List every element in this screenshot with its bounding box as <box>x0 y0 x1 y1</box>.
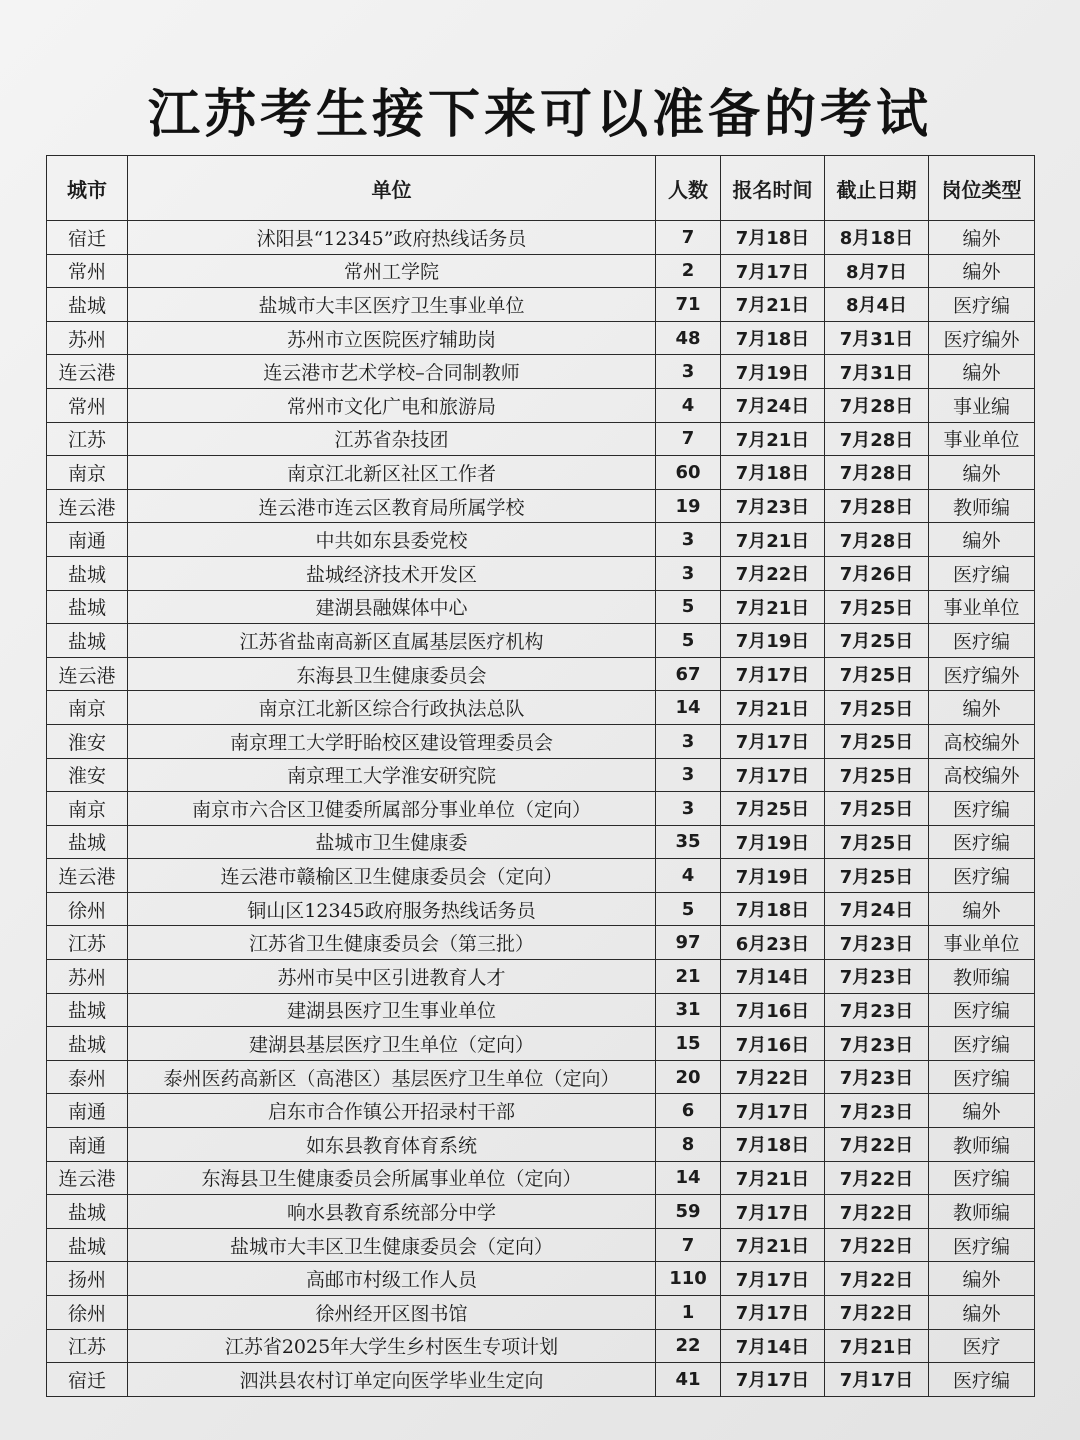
city-cell: 连云港 <box>47 859 128 893</box>
count-cell: 3 <box>656 556 721 590</box>
deadline-cell: 8月18日 <box>825 221 929 255</box>
unit-cell: 沭阳县“12345”政府热线话务员 <box>128 221 656 255</box>
deadline-cell: 7月22日 <box>825 1161 929 1195</box>
unit-cell: 如东县教育体育系统 <box>128 1128 656 1162</box>
table-row <box>47 1195 1035 1229</box>
deadline-cell: 7月31日 <box>825 321 929 355</box>
position-type-cell: 高校编外 <box>929 758 1035 792</box>
deadline-cell: 7月22日 <box>825 1128 929 1162</box>
deadline-cell: 7月22日 <box>825 1228 929 1262</box>
exam-table <box>46 155 1035 1397</box>
unit-cell: 东海县卫生健康委员会 <box>128 657 656 691</box>
table-body <box>47 221 1035 1397</box>
registration-date-cell: 7月23日 <box>721 489 825 523</box>
count-cell: 110 <box>656 1262 721 1296</box>
position-type-cell: 教师编 <box>929 489 1035 523</box>
deadline-cell: 7月22日 <box>825 1296 929 1330</box>
unit-cell: 江苏省2025年大学生乡村医生专项计划 <box>128 1329 656 1363</box>
table-row <box>47 825 1035 859</box>
city-cell: 江苏 <box>47 422 128 456</box>
unit-cell: 南京江北新区社区工作者 <box>128 456 656 490</box>
unit-cell: 南京理工大学盱眙校区建设管理委员会 <box>128 724 656 758</box>
registration-date-cell: 7月22日 <box>721 1060 825 1094</box>
deadline-cell: 7月17日 <box>825 1363 929 1397</box>
unit-cell: 建湖县医疗卫生事业单位 <box>128 993 656 1027</box>
city-cell: 南京 <box>47 792 128 826</box>
table-row <box>47 960 1035 994</box>
table-row <box>47 1262 1035 1296</box>
unit-cell: 盐城经济技术开发区 <box>128 556 656 590</box>
unit-cell: 常州工学院 <box>128 254 656 288</box>
count-cell: 3 <box>656 758 721 792</box>
unit-cell: 泗洪县农村订单定向医学毕业生定向 <box>128 1363 656 1397</box>
registration-date-cell: 7月14日 <box>721 960 825 994</box>
city-cell: 盐城 <box>47 1195 128 1229</box>
registration-date-cell: 7月16日 <box>721 1027 825 1061</box>
position-type-cell: 医疗编 <box>929 825 1035 859</box>
deadline-cell: 7月25日 <box>825 624 929 658</box>
unit-cell: 铜山区12345政府服务热线话务员 <box>128 892 656 926</box>
unit-cell: 江苏省卫生健康委员会（第三批） <box>128 926 656 960</box>
city-cell: 南京 <box>47 691 128 725</box>
registration-date-cell: 7月17日 <box>721 1363 825 1397</box>
city-cell: 南京 <box>47 456 128 490</box>
header-deadline: 截止日期 <box>825 156 929 221</box>
deadline-cell: 7月26日 <box>825 556 929 590</box>
table-row <box>47 1060 1035 1094</box>
position-type-cell: 编外 <box>929 355 1035 389</box>
header-unit: 单位 <box>128 156 656 221</box>
table-row <box>47 221 1035 255</box>
table-row <box>47 590 1035 624</box>
count-cell: 7 <box>656 1228 721 1262</box>
table-row <box>47 624 1035 658</box>
table-row <box>47 1296 1035 1330</box>
deadline-cell: 7月23日 <box>825 1094 929 1128</box>
registration-date-cell: 7月21日 <box>721 691 825 725</box>
position-type-cell: 医疗编 <box>929 288 1035 322</box>
table-row <box>47 355 1035 389</box>
header-count: 人数 <box>656 156 721 221</box>
unit-cell: 高邮市村级工作人员 <box>128 1262 656 1296</box>
unit-cell: 苏州市立医院医疗辅助岗 <box>128 321 656 355</box>
city-cell: 常州 <box>47 388 128 422</box>
registration-date-cell: 7月17日 <box>721 1296 825 1330</box>
table-row <box>47 859 1035 893</box>
deadline-cell: 7月25日 <box>825 825 929 859</box>
count-cell: 22 <box>656 1329 721 1363</box>
registration-date-cell: 7月21日 <box>721 422 825 456</box>
count-cell: 5 <box>656 892 721 926</box>
city-cell: 连云港 <box>47 355 128 389</box>
registration-date-cell: 7月24日 <box>721 388 825 422</box>
registration-date-cell: 7月17日 <box>721 254 825 288</box>
table-row <box>47 489 1035 523</box>
city-cell: 盐城 <box>47 288 128 322</box>
registration-date-cell: 7月17日 <box>721 724 825 758</box>
header-city: 城市 <box>47 156 128 221</box>
count-cell: 31 <box>656 993 721 1027</box>
registration-date-cell: 7月17日 <box>721 1195 825 1229</box>
deadline-cell: 7月28日 <box>825 422 929 456</box>
unit-cell: 连云港市赣榆区卫生健康委员会（定向） <box>128 859 656 893</box>
count-cell: 4 <box>656 859 721 893</box>
city-cell: 江苏 <box>47 926 128 960</box>
table-row <box>47 321 1035 355</box>
deadline-cell: 8月7日 <box>825 254 929 288</box>
position-type-cell: 编外 <box>929 1296 1035 1330</box>
deadline-cell: 7月25日 <box>825 859 929 893</box>
count-cell: 48 <box>656 321 721 355</box>
count-cell: 21 <box>656 960 721 994</box>
city-cell: 徐州 <box>47 1296 128 1330</box>
registration-date-cell: 7月16日 <box>721 993 825 1027</box>
table-row <box>47 556 1035 590</box>
count-cell: 7 <box>656 422 721 456</box>
table-row <box>47 422 1035 456</box>
deadline-cell: 7月25日 <box>825 691 929 725</box>
table-row <box>47 254 1035 288</box>
city-cell: 南通 <box>47 1094 128 1128</box>
deadline-cell: 7月28日 <box>825 388 929 422</box>
unit-cell: 连云港市连云区教育局所属学校 <box>128 489 656 523</box>
registration-date-cell: 7月14日 <box>721 1329 825 1363</box>
page-title: 江苏考生接下来可以准备的考试 <box>147 85 932 145</box>
position-type-cell: 医疗编 <box>929 1027 1035 1061</box>
count-cell: 8 <box>656 1128 721 1162</box>
position-type-cell: 编外 <box>929 456 1035 490</box>
city-cell: 南通 <box>47 523 128 557</box>
count-cell: 71 <box>656 288 721 322</box>
position-type-cell: 医疗编 <box>929 993 1035 1027</box>
table-row <box>47 993 1035 1027</box>
city-cell: 扬州 <box>47 1262 128 1296</box>
position-type-cell: 教师编 <box>929 960 1035 994</box>
table-row <box>47 724 1035 758</box>
position-type-cell: 医疗编 <box>929 1228 1035 1262</box>
unit-cell: 苏州市吴中区引进教育人才 <box>128 960 656 994</box>
deadline-cell: 7月31日 <box>825 355 929 389</box>
header-row <box>47 156 1035 221</box>
registration-date-cell: 7月18日 <box>721 221 825 255</box>
registration-date-cell: 7月21日 <box>721 523 825 557</box>
city-cell: 盐城 <box>47 825 128 859</box>
position-type-cell: 编外 <box>929 1262 1035 1296</box>
table-row <box>47 288 1035 322</box>
position-type-cell: 事业编 <box>929 388 1035 422</box>
count-cell: 60 <box>656 456 721 490</box>
count-cell: 2 <box>656 254 721 288</box>
city-cell: 连云港 <box>47 657 128 691</box>
city-cell: 盐城 <box>47 1228 128 1262</box>
table-row <box>47 1228 1035 1262</box>
unit-cell: 江苏省杂技团 <box>128 422 656 456</box>
unit-cell: 建湖县基层医疗卫生单位（定向） <box>128 1027 656 1061</box>
registration-date-cell: 7月21日 <box>721 1161 825 1195</box>
count-cell: 3 <box>656 355 721 389</box>
unit-cell: 建湖县融媒体中心 <box>128 590 656 624</box>
city-cell: 宿迁 <box>47 221 128 255</box>
count-cell: 7 <box>656 221 721 255</box>
registration-date-cell: 7月17日 <box>721 1094 825 1128</box>
count-cell: 3 <box>656 523 721 557</box>
table-row <box>47 388 1035 422</box>
position-type-cell: 医疗编 <box>929 624 1035 658</box>
deadline-cell: 7月22日 <box>825 1195 929 1229</box>
unit-cell: 启东市合作镇公开招录村干部 <box>128 1094 656 1128</box>
count-cell: 3 <box>656 724 721 758</box>
deadline-cell: 7月24日 <box>825 892 929 926</box>
count-cell: 14 <box>656 1161 721 1195</box>
position-type-cell: 医疗编外 <box>929 657 1035 691</box>
unit-cell: 南京市六合区卫健委所属部分事业单位（定向） <box>128 792 656 826</box>
table-row <box>47 456 1035 490</box>
unit-cell: 江苏省盐南高新区直属基层医疗机构 <box>128 624 656 658</box>
count-cell: 41 <box>656 1363 721 1397</box>
count-cell: 20 <box>656 1060 721 1094</box>
table-row <box>47 892 1035 926</box>
position-type-cell: 编外 <box>929 691 1035 725</box>
registration-date-cell: 7月21日 <box>721 288 825 322</box>
deadline-cell: 7月25日 <box>825 590 929 624</box>
registration-date-cell: 7月21日 <box>721 590 825 624</box>
deadline-cell: 7月22日 <box>825 1262 929 1296</box>
unit-cell: 响水县教育系统部分中学 <box>128 1195 656 1229</box>
table-row <box>47 1161 1035 1195</box>
city-cell: 常州 <box>47 254 128 288</box>
registration-date-cell: 7月17日 <box>721 657 825 691</box>
unit-cell: 盐城市卫生健康委 <box>128 825 656 859</box>
table-row <box>47 792 1035 826</box>
unit-cell: 南京江北新区综合行政执法总队 <box>128 691 656 725</box>
count-cell: 59 <box>656 1195 721 1229</box>
position-type-cell: 事业单位 <box>929 590 1035 624</box>
count-cell: 15 <box>656 1027 721 1061</box>
unit-cell: 盐城市大丰区医疗卫生事业单位 <box>128 288 656 322</box>
position-type-cell: 编外 <box>929 221 1035 255</box>
registration-date-cell: 7月18日 <box>721 892 825 926</box>
registration-date-cell: 7月19日 <box>721 825 825 859</box>
table-row <box>47 691 1035 725</box>
count-cell: 5 <box>656 590 721 624</box>
count-cell: 97 <box>656 926 721 960</box>
table-row <box>47 758 1035 792</box>
registration-date-cell: 7月17日 <box>721 758 825 792</box>
count-cell: 67 <box>656 657 721 691</box>
registration-date-cell: 7月25日 <box>721 792 825 826</box>
registration-date-cell: 7月19日 <box>721 624 825 658</box>
deadline-cell: 7月28日 <box>825 456 929 490</box>
position-type-cell: 教师编 <box>929 1128 1035 1162</box>
city-cell: 淮安 <box>47 758 128 792</box>
deadline-cell: 8月4日 <box>825 288 929 322</box>
deadline-cell: 7月25日 <box>825 657 929 691</box>
deadline-cell: 7月25日 <box>825 792 929 826</box>
unit-cell: 泰州医药高新区（高港区）基层医疗卫生单位（定向） <box>128 1060 656 1094</box>
position-type-cell: 医疗编 <box>929 859 1035 893</box>
city-cell: 盐城 <box>47 590 128 624</box>
count-cell: 4 <box>656 388 721 422</box>
registration-date-cell: 7月18日 <box>721 321 825 355</box>
table-row <box>47 523 1035 557</box>
position-type-cell: 编外 <box>929 1094 1035 1128</box>
position-type-cell: 医疗编 <box>929 792 1035 826</box>
city-cell: 宿迁 <box>47 1363 128 1397</box>
unit-cell: 盐城市大丰区卫生健康委员会（定向） <box>128 1228 656 1262</box>
registration-date-cell: 7月19日 <box>721 355 825 389</box>
city-cell: 盐城 <box>47 993 128 1027</box>
position-type-cell: 医疗编 <box>929 1161 1035 1195</box>
position-type-cell: 医疗编外 <box>929 321 1035 355</box>
position-type-cell: 事业单位 <box>929 422 1035 456</box>
city-cell: 徐州 <box>47 892 128 926</box>
count-cell: 6 <box>656 1094 721 1128</box>
position-type-cell: 编外 <box>929 523 1035 557</box>
registration-date-cell: 7月21日 <box>721 1228 825 1262</box>
deadline-cell: 7月28日 <box>825 489 929 523</box>
position-type-cell: 医疗编 <box>929 556 1035 590</box>
city-cell: 盐城 <box>47 624 128 658</box>
city-cell: 连云港 <box>47 1161 128 1195</box>
position-type-cell: 医疗编 <box>929 1363 1035 1397</box>
deadline-cell: 7月23日 <box>825 1027 929 1061</box>
deadline-cell: 7月23日 <box>825 960 929 994</box>
position-type-cell: 编外 <box>929 892 1035 926</box>
table-row <box>47 926 1035 960</box>
table-row <box>47 657 1035 691</box>
deadline-cell: 7月23日 <box>825 926 929 960</box>
unit-cell: 中共如东县委党校 <box>128 523 656 557</box>
city-cell: 苏州 <box>47 321 128 355</box>
unit-cell: 常州市文化广电和旅游局 <box>128 388 656 422</box>
unit-cell: 南京理工大学淮安研究院 <box>128 758 656 792</box>
registration-date-cell: 7月18日 <box>721 1128 825 1162</box>
city-cell: 苏州 <box>47 960 128 994</box>
unit-cell: 徐州经开区图书馆 <box>128 1296 656 1330</box>
count-cell: 35 <box>656 825 721 859</box>
position-type-cell: 高校编外 <box>929 724 1035 758</box>
unit-cell: 连云港市艺术学校–合同制教师 <box>128 355 656 389</box>
city-cell: 盐城 <box>47 556 128 590</box>
count-cell: 1 <box>656 1296 721 1330</box>
table-row <box>47 1027 1035 1061</box>
city-cell: 连云港 <box>47 489 128 523</box>
city-cell: 江苏 <box>47 1329 128 1363</box>
deadline-cell: 7月25日 <box>825 758 929 792</box>
registration-date-cell: 7月17日 <box>721 1262 825 1296</box>
deadline-cell: 7月23日 <box>825 993 929 1027</box>
header-registration-date: 报名时间 <box>721 156 825 221</box>
deadline-cell: 7月25日 <box>825 724 929 758</box>
table-row <box>47 1329 1035 1363</box>
header-position-type: 岗位类型 <box>929 156 1035 221</box>
table-row <box>47 1094 1035 1128</box>
deadline-cell: 7月23日 <box>825 1060 929 1094</box>
position-type-cell: 医疗 <box>929 1329 1035 1363</box>
table-row <box>47 1128 1035 1162</box>
registration-date-cell: 7月22日 <box>721 556 825 590</box>
city-cell: 淮安 <box>47 724 128 758</box>
city-cell: 盐城 <box>47 1027 128 1061</box>
count-cell: 14 <box>656 691 721 725</box>
city-cell: 南通 <box>47 1128 128 1162</box>
count-cell: 19 <box>656 489 721 523</box>
registration-date-cell: 7月19日 <box>721 859 825 893</box>
position-type-cell: 教师编 <box>929 1195 1035 1229</box>
position-type-cell: 医疗编 <box>929 1060 1035 1094</box>
city-cell: 泰州 <box>47 1060 128 1094</box>
count-cell: 3 <box>656 792 721 826</box>
table-row <box>47 1363 1035 1397</box>
count-cell: 5 <box>656 624 721 658</box>
deadline-cell: 7月21日 <box>825 1329 929 1363</box>
registration-date-cell: 7月18日 <box>721 456 825 490</box>
registration-date-cell: 6月23日 <box>721 926 825 960</box>
unit-cell: 东海县卫生健康委员会所属事业单位（定向） <box>128 1161 656 1195</box>
position-type-cell: 事业单位 <box>929 926 1035 960</box>
position-type-cell: 编外 <box>929 254 1035 288</box>
deadline-cell: 7月28日 <box>825 523 929 557</box>
